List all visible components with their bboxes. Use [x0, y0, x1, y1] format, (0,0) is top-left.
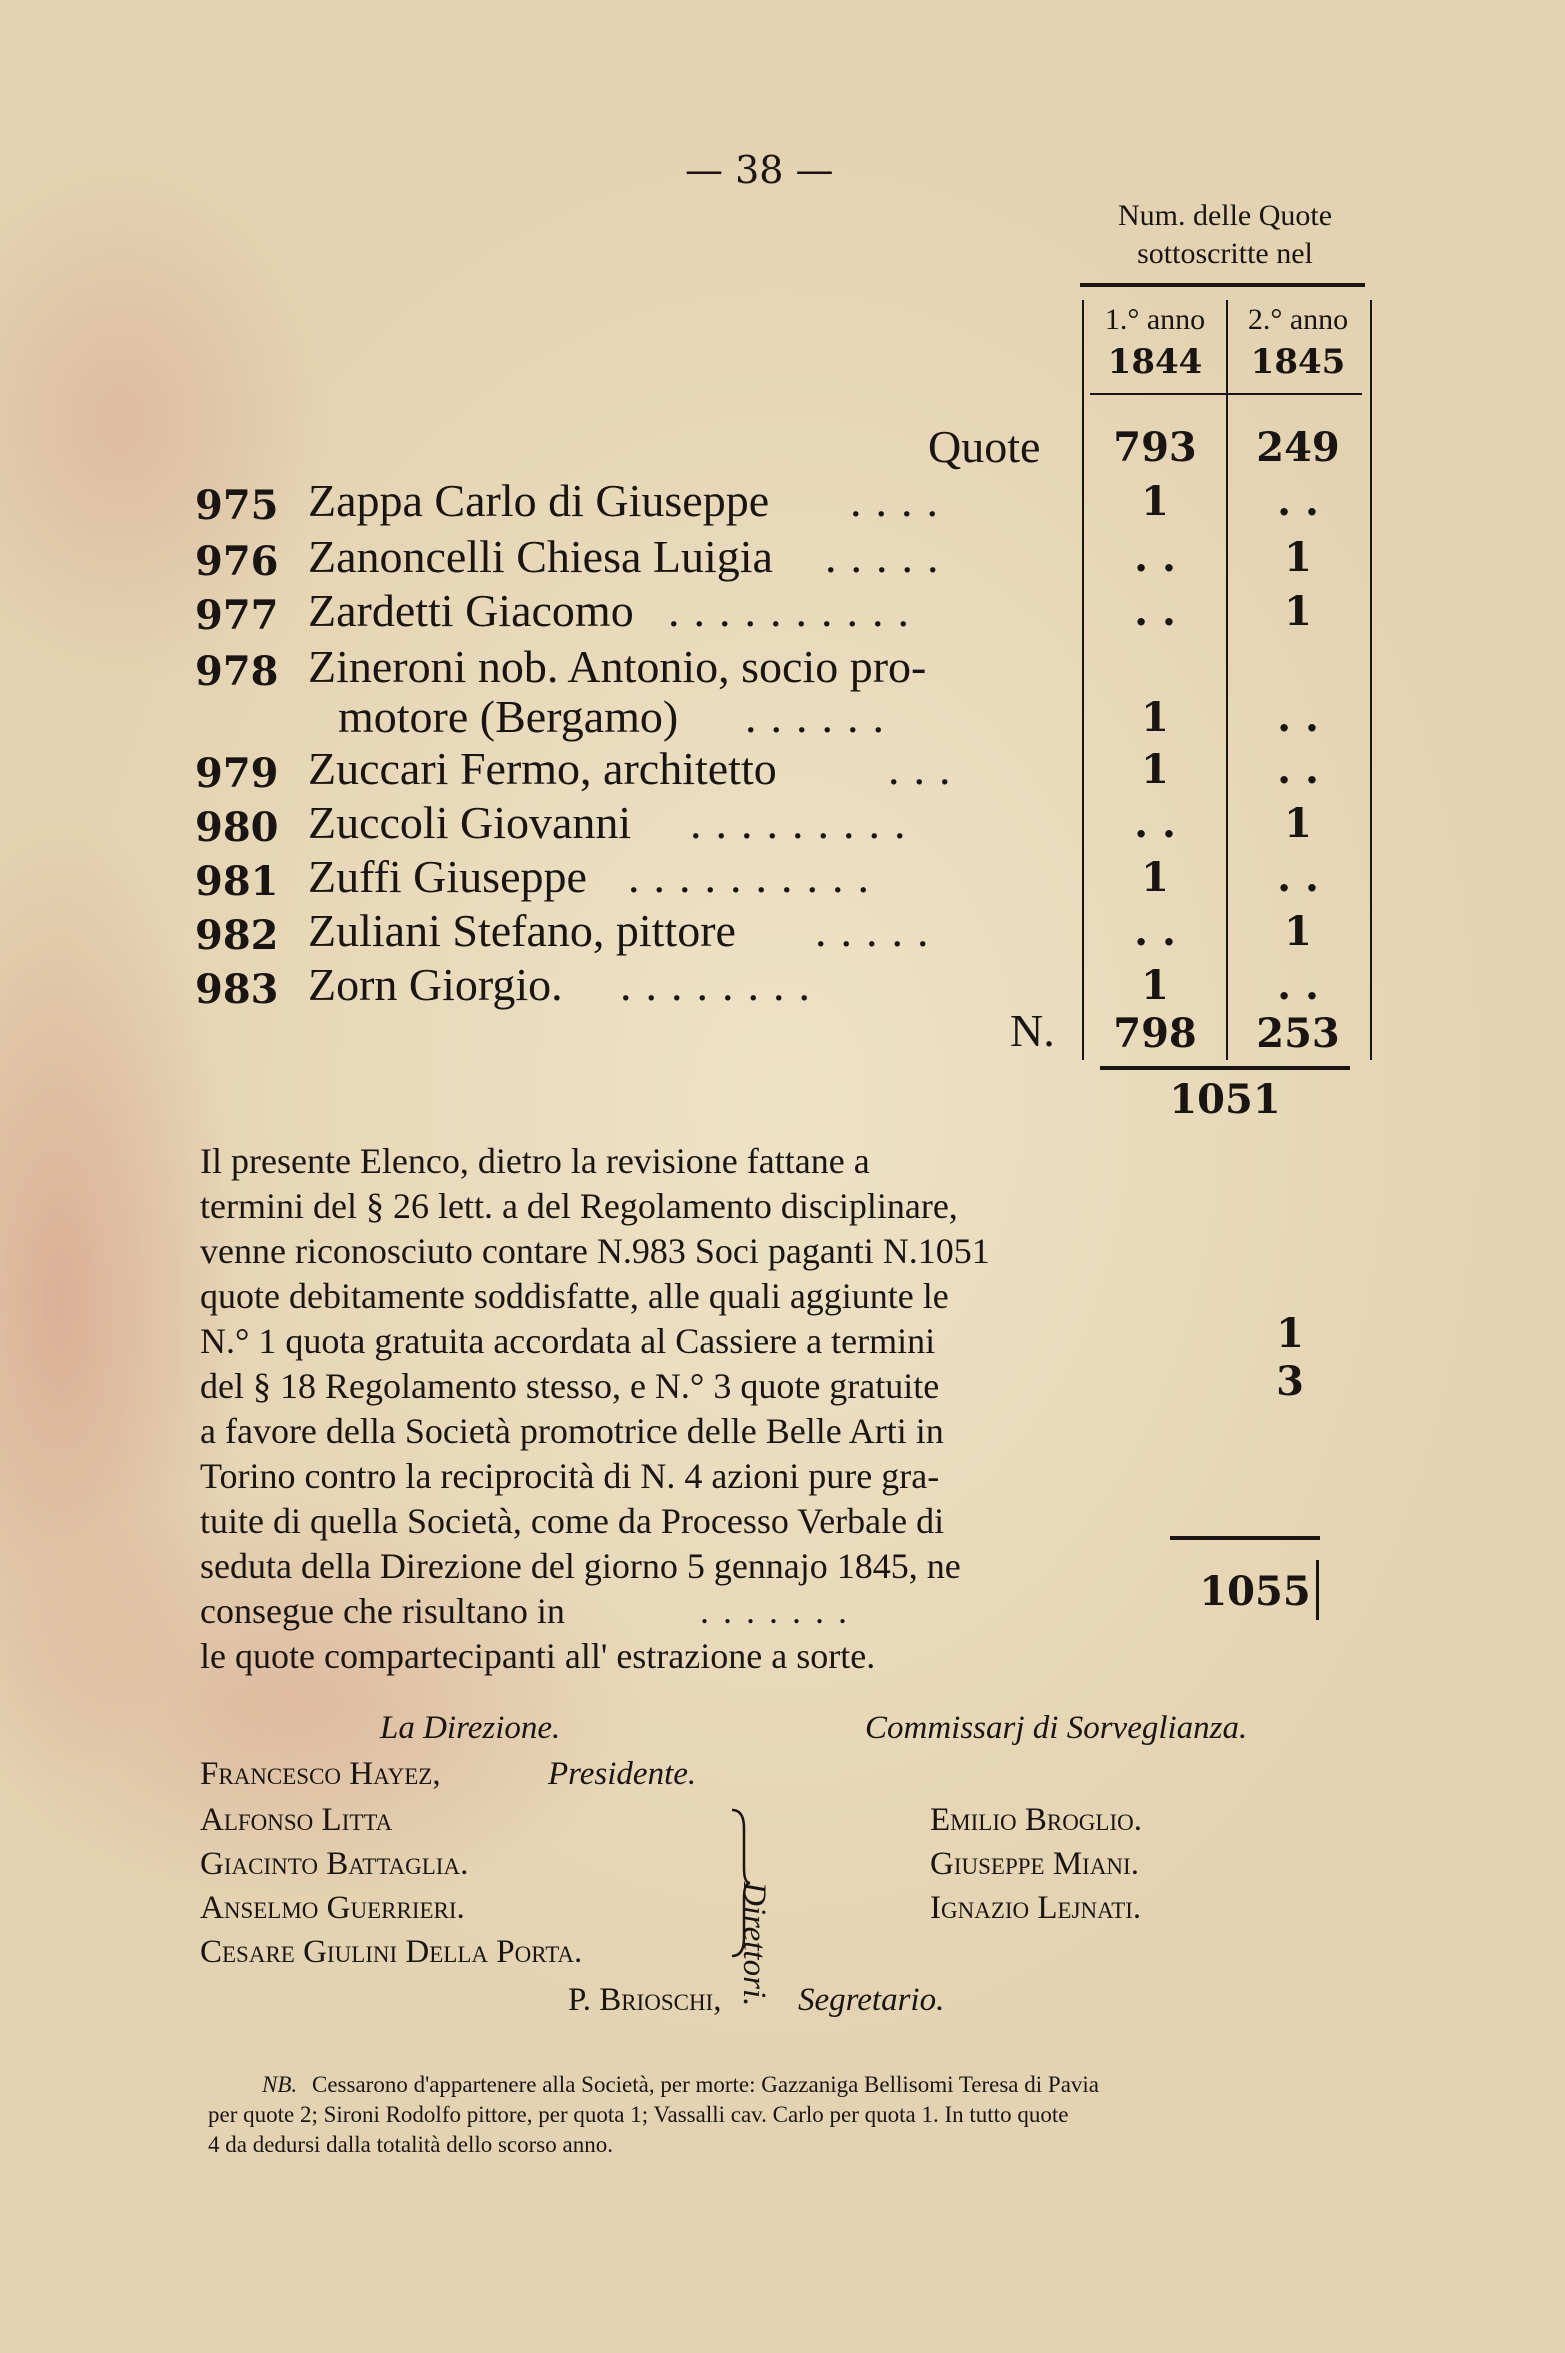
entry-1845: . . — [1277, 854, 1319, 901]
column-header-line1: Num. delle Quote — [1117, 199, 1333, 232]
gratuite-societa-value: 3 — [1276, 1358, 1304, 1405]
leader-dots: ...... — [745, 691, 898, 742]
total-label: N. — [1010, 1005, 1055, 1056]
total-1844: 798 — [1113, 1010, 1197, 1057]
secretary-name: P. Brioschi, — [568, 1982, 722, 2018]
entry-name-continued: motore (Bergamo) — [338, 691, 679, 742]
final-total: 1055 — [1199, 1568, 1311, 1615]
entry-1844: 1 — [1141, 746, 1169, 793]
entry-1845: 1 — [1284, 534, 1312, 581]
page-number: — 38 — — [685, 148, 834, 192]
commissario-name: Emilio Broglio. — [930, 1802, 1142, 1838]
leader-dots: ..... — [815, 905, 943, 956]
entry-1845: 1 — [1284, 800, 1312, 847]
paragraph-line: Torino contro la reciprocità di N. 4 azioni pure gra- — [200, 1456, 940, 1496]
president-role: Presidente. — [548, 1756, 697, 1792]
leader-dots: ......... — [690, 797, 920, 848]
entry-name: Zuliani Stefano, pittore — [308, 905, 736, 956]
paragraph-line: a favore della Società promotrice delle Belle Arti in — [200, 1411, 944, 1451]
note-line: Cessarono d'appartenere alla Società, per morte: Gazzaniga Bellisomi Teresa di Pavia — [312, 2072, 1100, 2097]
total-brace-line — [1100, 1066, 1350, 1070]
col2-year: 1845 — [1250, 342, 1346, 382]
commissario-name: Giuseppe Miani. — [930, 1846, 1139, 1882]
entry-name: Zappa Carlo di Giuseppe — [308, 475, 770, 526]
quote-label: Quote — [928, 421, 1041, 472]
entry-1844: . . — [1134, 588, 1176, 635]
entry-1844: 1 — [1141, 854, 1169, 901]
leader-dots: ....... — [700, 1591, 861, 1631]
entry-name: Zardetti Giacomo — [308, 585, 634, 636]
entry-number: 980 — [195, 804, 279, 851]
direttori-label: Direttori. — [736, 1882, 772, 2007]
paragraph-line: seduta della Direzione del giorno 5 gennajo 1845, ne — [200, 1546, 961, 1586]
commissari-title: Commissarj di Sorveglianza. — [865, 1710, 1248, 1746]
entry-number: 979 — [195, 750, 279, 797]
entry-1844: 1 — [1141, 478, 1169, 525]
paragraph-line: le quote compartecipanti all' estrazione a sorte. — [200, 1636, 876, 1676]
table-rule-right — [1370, 300, 1372, 1060]
direttore-name: Cesare Giulini Della Porta. — [200, 1934, 583, 1970]
leader-dots: ... — [888, 743, 965, 794]
entry-1845: . . — [1277, 746, 1319, 793]
quote-1845: 249 — [1256, 424, 1340, 471]
gratuita-cassiere-value: 1 — [1276, 1310, 1304, 1357]
column-header-line2: sottoscritte nel — [1137, 237, 1313, 270]
entry-number: 977 — [195, 592, 279, 639]
note-label: NB. — [262, 2072, 298, 2097]
paragraph-line: venne riconosciuto contare N.983 Soci paganti N.1051 — [200, 1231, 990, 1271]
direttore-name: Giacinto Battaglia. — [200, 1846, 469, 1882]
final-rule — [1170, 1536, 1320, 1540]
total-1845: 253 — [1256, 1010, 1340, 1057]
final-bracket — [1316, 1560, 1319, 1620]
table-rule-left — [1082, 300, 1084, 1060]
entry-number: 982 — [195, 912, 279, 959]
note-line: 4 da dedursi dalla totalità dello scorso anno. — [208, 2132, 613, 2157]
entry-1844: 1 — [1141, 962, 1169, 1009]
note-line: per quote 2; Sironi Rodolfo pittore, per quota 1; Vassalli cav. Carlo per quota 1. In tutto quote — [208, 2102, 1069, 2127]
secretary-role: Segretario. — [798, 1982, 945, 2018]
entry-1845: 1 — [1284, 908, 1312, 955]
quote-1844: 793 — [1113, 424, 1197, 471]
paragraph-line: tuite di quella Società, come da Processo Verbale di — [200, 1501, 945, 1541]
paragraph-line: del § 18 Regolamento stesso, e N.° 3 quote gratuite — [200, 1366, 940, 1406]
entry-1845: . . — [1277, 694, 1319, 741]
entry-1845: 1 — [1284, 588, 1312, 635]
entry-number: 983 — [195, 966, 279, 1013]
leader-dots: ........ — [620, 959, 824, 1010]
leader-dots: .......... — [668, 585, 923, 636]
entry-1845: . . — [1277, 478, 1319, 525]
paragraph-line: Il presente Elenco, dietro la revisione fattane a — [200, 1141, 870, 1181]
direzione-title: La Direzione. — [380, 1710, 561, 1746]
entry-number: 978 — [195, 648, 279, 695]
leader-dots: ..... — [825, 531, 953, 582]
entry-1844: . . — [1134, 534, 1176, 581]
entry-1844: . . — [1134, 800, 1176, 847]
entry-number: 975 — [195, 482, 279, 529]
entry-1844: . . — [1134, 908, 1176, 955]
direttore-name: Anselmo Guerrieri. — [200, 1890, 465, 1926]
entry-number: 981 — [195, 858, 279, 905]
entry-name: Zineroni nob. Antonio, socio pro- — [308, 641, 927, 692]
paragraph-line: termini del § 26 lett. a del Regolamento disciplinare, — [200, 1186, 958, 1226]
entry-name: Zuccari Fermo, architetto — [308, 743, 777, 794]
paragraph-line: N.° 1 quota gratuita accordata al Cassiere a termini — [200, 1321, 936, 1361]
col1-year: 1844 — [1107, 342, 1203, 382]
paragraph-line: consegue che risultano in — [200, 1591, 565, 1631]
entry-name: Zuffi Giuseppe — [308, 851, 587, 902]
col2-label: 2.° anno — [1247, 303, 1349, 336]
leader-dots: .......... — [628, 851, 883, 902]
entry-name: Zanoncelli Chiesa Luigia — [308, 531, 773, 582]
paragraph-line: quote debitamente soddisfatte, alle quali aggiunte le — [200, 1276, 949, 1316]
leader-dots: .... — [850, 475, 952, 526]
direttore-name: Alfonso Litta — [200, 1802, 393, 1838]
header-brace-line — [1080, 283, 1365, 287]
entry-number: 976 — [195, 538, 279, 585]
entry-1845: . . — [1277, 962, 1319, 1009]
grand-total: 1051 — [1169, 1076, 1281, 1123]
president-name: Francesco Hayez, — [200, 1756, 441, 1792]
entry-name: Zuccoli Giovanni — [308, 797, 632, 848]
entry-1844: 1 — [1141, 694, 1169, 741]
commissario-name: Ignazio Lejnati. — [930, 1890, 1142, 1926]
col1-label: 1.° anno — [1104, 303, 1206, 336]
entry-name: Zorn Giorgio. — [308, 959, 563, 1010]
